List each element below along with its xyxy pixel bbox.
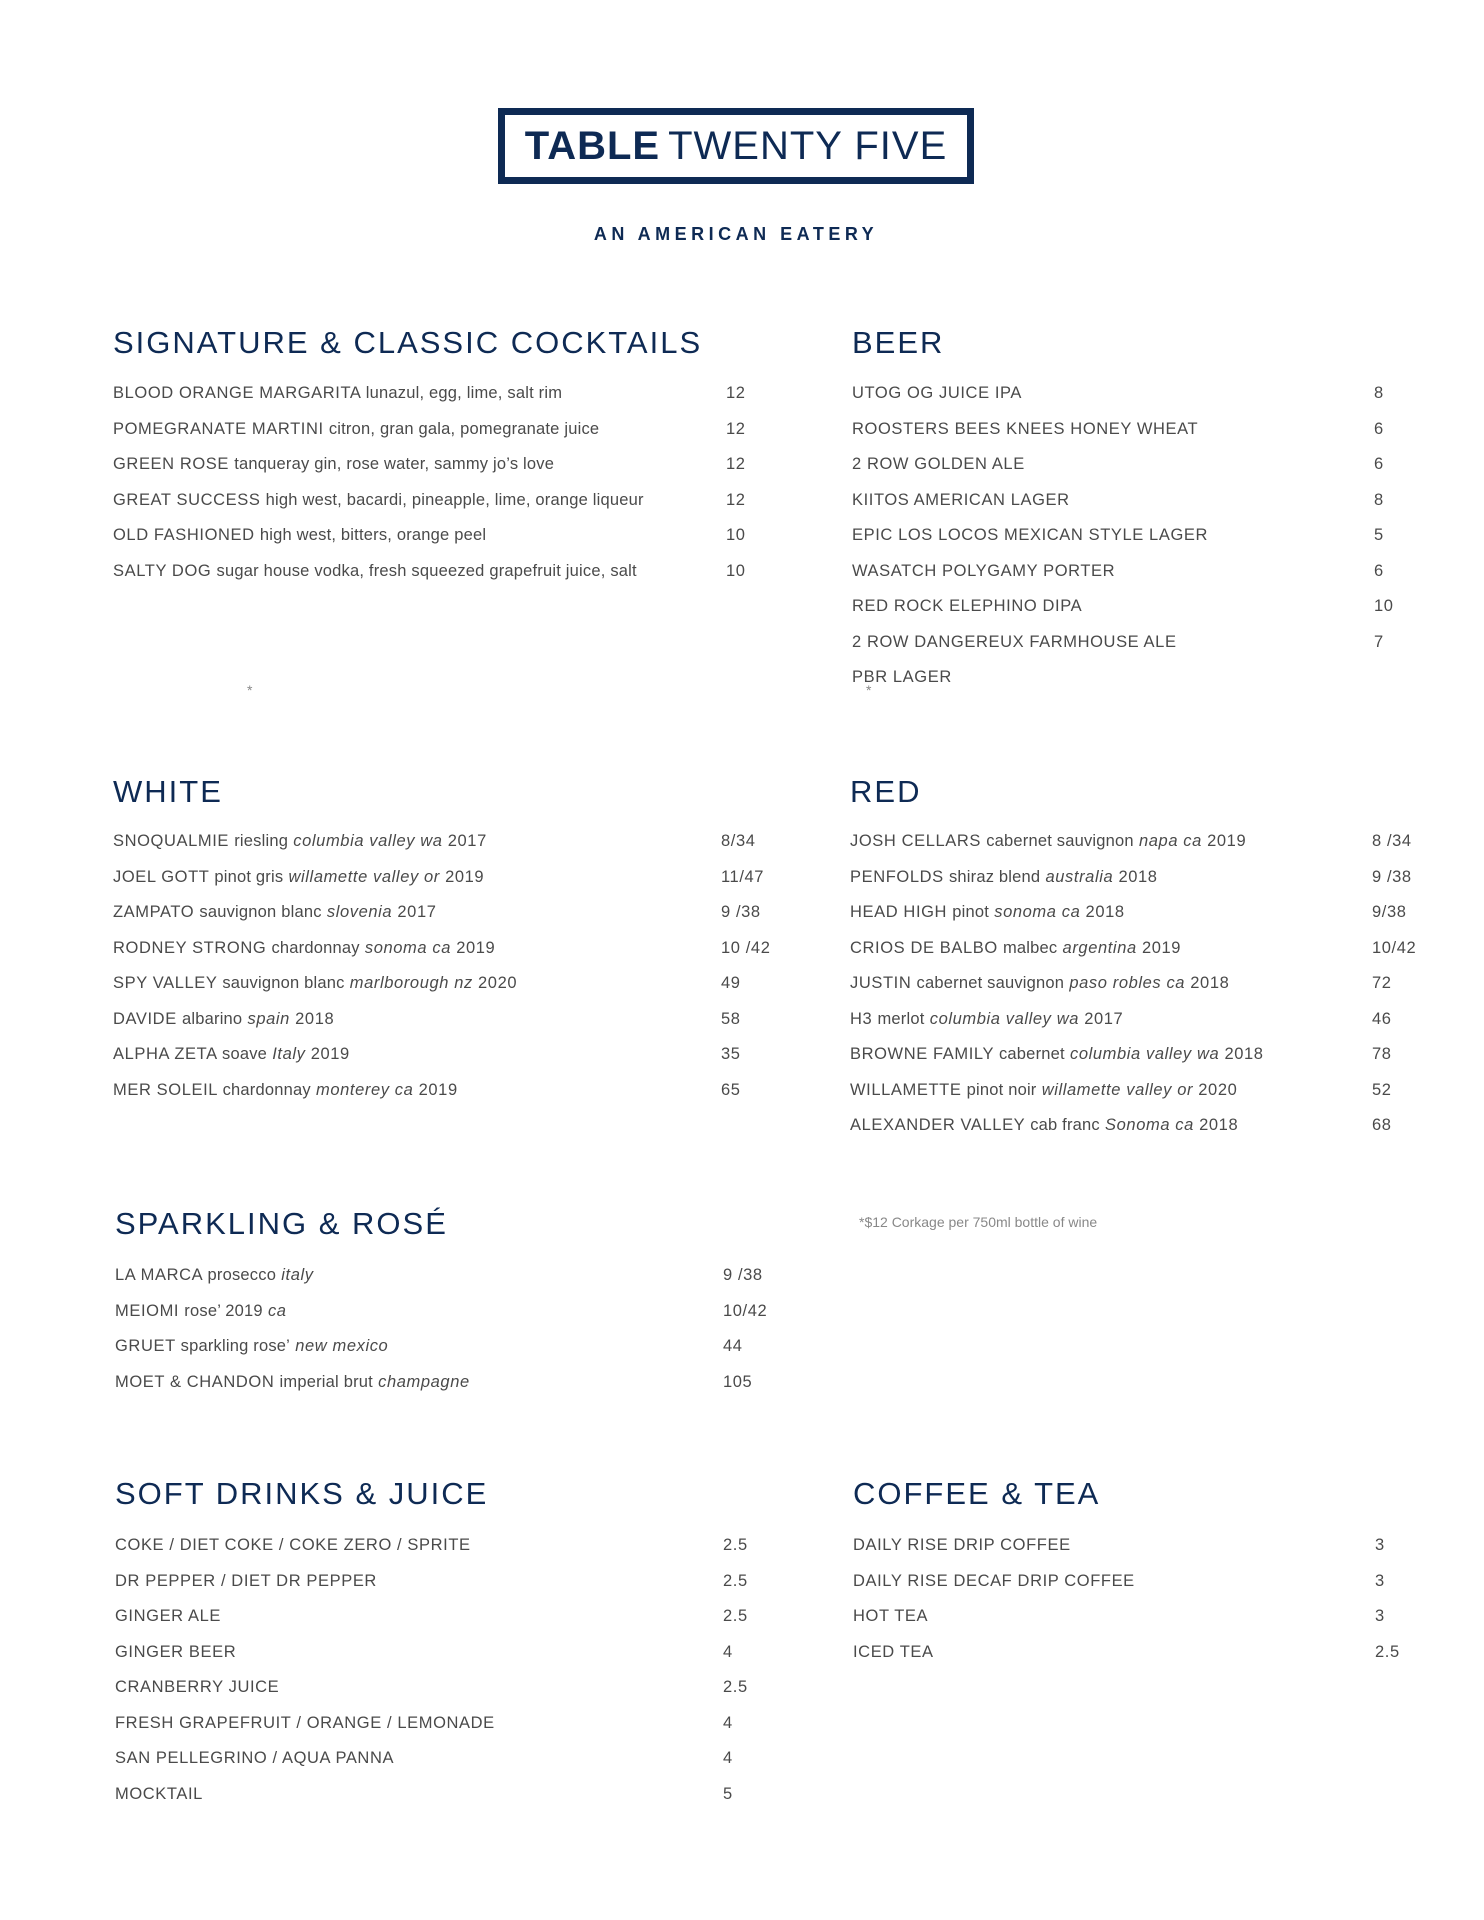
menu-item-text xyxy=(853,1607,928,1626)
item-description: riesling xyxy=(234,832,289,850)
item-region: sonoma ca xyxy=(994,903,1081,921)
section-title: SOFT DRINKS & JUICE xyxy=(115,1476,489,1511)
menu-item-row xyxy=(113,1010,763,1046)
menu-item-text xyxy=(113,491,644,510)
item-description: pinot gris xyxy=(214,867,284,886)
menu-item-text xyxy=(850,974,1229,993)
item-name: ZAMPATO xyxy=(113,903,195,921)
item-description: tanqueray gin, rose water, sammy jo’s love xyxy=(234,455,555,473)
item-name: MER SOLEIL xyxy=(113,1080,218,1099)
item-region: champagne xyxy=(378,1372,470,1391)
item-vintage: 2018 xyxy=(1199,1116,1239,1134)
item-vintage: 2019 xyxy=(310,1045,350,1063)
logo-name-light: TWENTY FIVE xyxy=(668,123,948,168)
item-description: chardonnay xyxy=(271,938,360,957)
item-price: 4 xyxy=(723,1749,733,1767)
menu-item-row xyxy=(852,526,1412,562)
menu-item-text xyxy=(852,526,1208,545)
item-region: napa ca xyxy=(1139,832,1202,850)
menu-item-row xyxy=(115,1572,765,1608)
menu-item-text xyxy=(850,1116,1238,1135)
item-price: 3 xyxy=(1375,1536,1385,1554)
menu-item-text xyxy=(115,1643,236,1662)
menu-item-text xyxy=(850,903,1125,922)
menu-item-text xyxy=(115,1302,287,1321)
menu-item-row xyxy=(850,1045,1450,1081)
logo-box xyxy=(498,108,974,184)
item-price: 52 xyxy=(1372,1080,1392,1099)
item-description: sauvignon blanc xyxy=(199,903,322,921)
item-price: 10/42 xyxy=(1372,938,1417,957)
menu-item-row xyxy=(850,939,1450,975)
tagline: AN AMERICAN EATERY xyxy=(593,224,879,244)
item-name: WASATCH POLYGAMY PORTER xyxy=(852,561,1116,580)
item-vintage: 2018 xyxy=(1085,903,1125,921)
item-price: 58 xyxy=(721,1009,741,1028)
menu-item-row xyxy=(113,1045,763,1081)
menu-item-row xyxy=(113,526,763,562)
menu-item-text xyxy=(113,974,517,993)
item-region: paso robles ca xyxy=(1069,974,1186,992)
menu-item-text xyxy=(113,1081,458,1100)
menu-item-row xyxy=(115,1643,765,1679)
item-name: BROWNE FAMILY xyxy=(850,1045,994,1063)
menu-item-text xyxy=(113,1045,350,1064)
item-region: willamette valley or xyxy=(288,867,440,886)
item-vintage: 2019 xyxy=(1207,832,1247,850)
menu-item-text xyxy=(113,562,637,581)
item-name: MOCKTAIL xyxy=(115,1784,203,1803)
menu-item-text xyxy=(852,420,1198,439)
item-region: sonoma ca xyxy=(364,938,451,957)
item-description: sugar house vodka, fresh squeezed grapefruit juice, salt xyxy=(216,561,637,580)
item-description: prosecco xyxy=(207,1266,277,1284)
menu-item-row xyxy=(853,1643,1413,1679)
item-price: 2.5 xyxy=(723,1536,748,1554)
section-white xyxy=(113,774,771,1099)
item-name: DAILY RISE DRIP COFFEE xyxy=(853,1536,1071,1554)
item-price: 2.5 xyxy=(723,1571,748,1590)
item-description: citron, gran gala, pomegranate juice xyxy=(328,419,600,438)
item-region: argentina xyxy=(1062,938,1137,957)
menu-item-text xyxy=(850,832,1246,851)
item-price: 8/34 xyxy=(721,832,756,850)
item-region: australia xyxy=(1045,867,1114,886)
menu-item-text xyxy=(852,562,1115,581)
item-name: ALPHA ZETA xyxy=(113,1045,217,1063)
menu-item-row xyxy=(852,668,1412,704)
item-list xyxy=(850,832,1450,1152)
item-description: sauvignon blanc xyxy=(222,974,345,992)
menu-item-text xyxy=(852,455,1025,474)
item-price: 4 xyxy=(723,1642,733,1661)
item-list xyxy=(113,384,763,597)
menu-item-row xyxy=(113,903,763,939)
item-region: monterey ca xyxy=(316,1080,414,1099)
menu-item-row xyxy=(852,562,1412,598)
menu-item-row xyxy=(853,1572,1413,1608)
item-price: 9/38 xyxy=(1372,903,1407,921)
item-price: 65 xyxy=(721,1080,741,1099)
item-name: MOET & CHANDON xyxy=(115,1372,275,1391)
item-name: OLD FASHIONED xyxy=(113,526,255,544)
item-description: high west, bacardi, pineapple, lime, orange liqueur xyxy=(265,490,644,509)
item-name: BLOOD ORANGE MARGARITA xyxy=(113,384,361,402)
item-price: 105 xyxy=(723,1372,753,1391)
menu-item-row xyxy=(850,903,1450,939)
item-price: 9 /38 xyxy=(723,1266,763,1284)
item-name: KIITOS AMERICAN LAGER xyxy=(852,490,1070,509)
item-price: 6 xyxy=(1374,419,1384,438)
menu-item-text xyxy=(850,1081,1237,1100)
menu-item-text xyxy=(850,1045,1264,1064)
item-name: RODNEY STRONG xyxy=(113,938,267,957)
menu-item-row xyxy=(113,384,763,420)
item-price: 12 xyxy=(726,455,746,473)
item-description: soave xyxy=(222,1045,268,1063)
item-name: 2 ROW GOLDEN ALE xyxy=(852,455,1025,473)
menu-item-row xyxy=(850,1010,1450,1046)
item-price: 12 xyxy=(726,490,746,509)
menu-item-text xyxy=(113,526,486,545)
item-price: 10 xyxy=(726,526,746,544)
item-name: LA MARCA xyxy=(115,1266,203,1284)
item-price: 3 xyxy=(1375,1571,1385,1590)
item-description: cabernet sauvignon xyxy=(916,974,1065,992)
section-title: RED xyxy=(850,774,922,809)
logo-name-bold: TABLE xyxy=(524,123,661,168)
menu-item-text xyxy=(115,1337,388,1356)
item-description: high west, bitters, orange peel xyxy=(259,526,487,544)
item-description: merlot xyxy=(877,1009,925,1028)
menu-item-row xyxy=(113,938,771,975)
item-name: SALTY DOG xyxy=(113,561,212,580)
section-sparkling xyxy=(115,1206,768,1391)
menu-item-text xyxy=(852,597,1082,616)
corkage-note: *$12 Corkage per 750ml bottle of wine xyxy=(859,1214,1098,1230)
item-price: 35 xyxy=(721,1045,741,1063)
item-vintage: 2017 xyxy=(447,832,487,850)
item-description: cabernet xyxy=(998,1045,1065,1063)
item-name: HEAD HIGH xyxy=(850,903,948,921)
section-title: SPARKLING & ROSÉ xyxy=(115,1206,448,1241)
menu-item-row xyxy=(852,384,1412,420)
marker: * xyxy=(866,682,872,698)
item-description: cab franc xyxy=(1030,1116,1100,1134)
item-list xyxy=(115,1536,765,1820)
menu-item-row xyxy=(115,1337,765,1373)
item-vintage: 2019 xyxy=(1141,938,1182,957)
item-name: RED ROCK ELEPHINO DIPA xyxy=(852,597,1083,615)
menu-item-text xyxy=(850,868,1158,887)
item-name: SNOQUALMIE xyxy=(113,832,230,850)
item-name: CRANBERRY JUICE xyxy=(115,1678,280,1696)
menu-item-text xyxy=(115,1373,470,1392)
item-name: ALEXANDER VALLEY xyxy=(850,1116,1025,1134)
item-price: 2.5 xyxy=(723,1678,748,1696)
menu-item-row xyxy=(853,1607,1413,1643)
menu-item-row xyxy=(115,1607,765,1643)
item-price: 12 xyxy=(726,384,746,402)
item-name: POMEGRANATE MARTINI xyxy=(113,419,324,438)
item-description: cabernet sauvignon xyxy=(986,832,1134,850)
menu-item-row xyxy=(852,597,1412,633)
item-name: FRESH GRAPEFRUIT / ORANGE / LEMONADE xyxy=(115,1713,495,1732)
logo xyxy=(488,106,984,254)
item-list xyxy=(853,1536,1413,1678)
item-price: 46 xyxy=(1372,1009,1392,1028)
menu-item-row xyxy=(115,1536,765,1572)
menu-item-text xyxy=(850,939,1181,958)
menu-item-row xyxy=(852,455,1412,491)
item-name: GINGER BEER xyxy=(115,1642,237,1661)
section-coffee-tea xyxy=(853,1476,1400,1661)
section-beer xyxy=(852,325,1394,686)
menu-item-text xyxy=(113,455,554,474)
menu-item-text xyxy=(115,1266,314,1285)
item-name: SAN PELLEGRINO / AQUA PANNA xyxy=(115,1749,395,1767)
item-name: JOEL GOTT xyxy=(113,867,210,886)
item-name: COKE / DIET COKE / COKE ZERO / SPRITE xyxy=(115,1536,471,1554)
item-description: rose’ 2019 xyxy=(184,1301,263,1320)
item-vintage: 2019 xyxy=(418,1080,458,1099)
menu-item-row xyxy=(115,1749,765,1785)
item-price: 6 xyxy=(1374,455,1384,473)
menu-item-row xyxy=(115,1373,765,1409)
item-name: MEIOMI xyxy=(115,1301,180,1320)
menu-item-row xyxy=(852,491,1412,527)
marker: * xyxy=(247,682,253,698)
item-name: DAILY RISE DECAF DRIP COFFEE xyxy=(853,1571,1135,1590)
item-price: 9 /38 xyxy=(1372,867,1412,886)
item-name: JUSTIN xyxy=(850,974,912,992)
item-name: GRUET xyxy=(115,1337,176,1355)
item-name: JOSH CELLARS xyxy=(850,832,981,850)
menu-item-text xyxy=(113,1010,334,1029)
item-region: new mexico xyxy=(295,1337,389,1355)
item-name: DAVIDE xyxy=(113,1009,177,1028)
item-name: WILLAMETTE xyxy=(850,1080,962,1099)
menu-item-row xyxy=(113,832,763,868)
item-vintage: 2020 xyxy=(1198,1080,1238,1099)
item-price: 2.5 xyxy=(1375,1642,1400,1661)
menu-item-row xyxy=(850,1116,1450,1152)
item-vintage: 2019 xyxy=(456,938,496,957)
item-price: 44 xyxy=(723,1337,743,1355)
item-price: 68 xyxy=(1372,1116,1392,1134)
item-name: 2 ROW DANGEREUX FARMHOUSE ALE xyxy=(852,632,1177,651)
item-vintage: 2017 xyxy=(397,903,437,921)
item-price: 3 xyxy=(1375,1607,1385,1625)
menu-item-row xyxy=(852,633,1412,669)
item-price: 2.5 xyxy=(723,1607,748,1625)
item-region: italy xyxy=(281,1266,314,1284)
item-price: 10/42 xyxy=(723,1301,768,1320)
item-description: albarino xyxy=(182,1009,243,1028)
menu-item-row xyxy=(113,420,763,456)
menu-item-text xyxy=(852,384,1022,403)
menu-item-text xyxy=(853,1643,934,1662)
item-vintage: 2020 xyxy=(478,974,518,992)
item-name: ICED TEA xyxy=(853,1642,934,1661)
menu-item-text xyxy=(852,633,1177,652)
menu-item-row xyxy=(115,1266,765,1302)
menu-item-text xyxy=(113,420,599,439)
item-name: EPIC LOS LOCOS MEXICAN STYLE LAGER xyxy=(852,526,1208,544)
menu-item-text xyxy=(852,491,1070,510)
item-price: 11/47 xyxy=(721,867,765,886)
item-vintage: 2018 xyxy=(1224,1045,1264,1063)
menu-item-text xyxy=(113,903,437,922)
item-price: 78 xyxy=(1372,1045,1392,1063)
item-vintage: 2019 xyxy=(445,867,485,886)
item-region: Sonoma ca xyxy=(1105,1116,1194,1134)
section-title: BEER xyxy=(852,325,945,360)
menu-item-row xyxy=(850,1081,1450,1117)
item-price: 7 xyxy=(1374,632,1384,651)
item-price: 10 /42 xyxy=(721,938,771,957)
menu-item-row xyxy=(115,1301,768,1338)
item-name: PENFOLDS xyxy=(850,867,944,886)
item-name: GREEN ROSE xyxy=(113,455,230,473)
menu-item-row xyxy=(113,974,763,1010)
item-name: UTOG OG JUICE IPA xyxy=(852,384,1023,402)
menu-item-text xyxy=(113,832,487,851)
menu-item-row xyxy=(113,455,763,491)
menu-item-row xyxy=(115,1714,765,1750)
item-description: malbec xyxy=(1002,938,1058,957)
section-red xyxy=(850,774,1417,1134)
section-soft-drinks xyxy=(115,1476,748,1803)
menu-item-text xyxy=(115,1536,471,1555)
item-name: CRIOS DE BALBO xyxy=(850,938,998,957)
item-vintage: 2018 xyxy=(1118,867,1158,886)
menu-item-text xyxy=(853,1572,1135,1591)
item-region: columbia valley wa xyxy=(1069,1045,1220,1063)
item-region: columbia valley wa xyxy=(293,832,443,850)
item-region: slovenia xyxy=(326,903,393,921)
menu-item-row xyxy=(850,868,1450,904)
section-cocktails xyxy=(113,325,746,580)
item-vintage: 2018 xyxy=(295,1009,335,1028)
section-title: COFFEE & TEA xyxy=(853,1476,1101,1511)
menu-item-text xyxy=(113,939,495,958)
item-region: spain xyxy=(247,1009,290,1028)
menu-item-row xyxy=(113,562,763,598)
menu-item-text xyxy=(850,1010,1123,1029)
menu-item-text xyxy=(115,1607,221,1626)
menu-item-text xyxy=(113,868,484,887)
item-list xyxy=(852,384,1412,704)
item-price: 12 xyxy=(726,419,746,438)
menu-item-row xyxy=(853,1536,1413,1572)
item-price: 72 xyxy=(1372,974,1392,992)
menu-item-row xyxy=(852,420,1412,456)
menu-item-row xyxy=(115,1678,765,1714)
item-name: GINGER ALE xyxy=(115,1607,221,1625)
menu-item-row xyxy=(850,832,1450,868)
item-name: HOT TEA xyxy=(853,1607,929,1625)
section-title: SIGNATURE & CLASSIC COCKTAILS xyxy=(113,325,703,360)
item-price: 8 /34 xyxy=(1372,832,1412,850)
item-vintage: 2017 xyxy=(1084,1009,1124,1028)
item-region: columbia valley wa xyxy=(929,1009,1079,1028)
item-description: chardonnay xyxy=(222,1080,311,1099)
menu-item-text xyxy=(853,1536,1071,1555)
item-description: pinot xyxy=(952,903,990,921)
menu-item-text xyxy=(115,1714,495,1733)
item-price: 49 xyxy=(721,974,741,992)
item-price: 5 xyxy=(723,1784,733,1803)
item-price: 4 xyxy=(723,1713,733,1732)
item-description: imperial brut xyxy=(279,1372,373,1391)
item-price: 10 xyxy=(1374,597,1394,615)
item-region: marlborough nz xyxy=(349,974,473,992)
section-title: WHITE xyxy=(113,774,223,809)
menu-item-text xyxy=(115,1785,203,1804)
item-name: H3 xyxy=(850,1009,873,1028)
menu-item-text xyxy=(115,1572,377,1591)
item-name: DR PEPPER / DIET DR PEPPER xyxy=(115,1571,377,1590)
item-price: 9 /38 xyxy=(721,903,761,921)
menu-item-text xyxy=(115,1749,394,1768)
menu-item-row xyxy=(113,491,763,527)
item-name: SPY VALLEY xyxy=(113,974,218,992)
menu-item-text xyxy=(113,384,562,403)
item-price: 8 xyxy=(1374,490,1384,509)
menu-item-row xyxy=(115,1785,765,1821)
item-name: PBR LAGER xyxy=(852,668,952,686)
item-description: lunazul, egg, lime, salt rim xyxy=(365,384,563,402)
item-price: 8 xyxy=(1374,384,1384,402)
item-name: ROOSTERS BEES KNEES HONEY WHEAT xyxy=(852,419,1199,438)
menu-item-text xyxy=(115,1678,279,1697)
item-region: willamette valley or xyxy=(1041,1080,1194,1099)
item-region: ca xyxy=(267,1301,287,1320)
item-price: 5 xyxy=(1374,526,1384,544)
item-description: shiraz blend xyxy=(948,867,1041,886)
item-description: pinot noir xyxy=(966,1080,1037,1099)
item-region: Italy xyxy=(272,1045,306,1063)
menu-item-row xyxy=(113,868,763,904)
item-list xyxy=(113,832,771,1116)
item-name: GREAT SUCCESS xyxy=(113,490,261,509)
item-price: 6 xyxy=(1374,561,1384,580)
item-price: 10 xyxy=(726,561,746,580)
menu-item-row xyxy=(113,1081,763,1117)
item-description: sparkling rose’ xyxy=(180,1337,291,1355)
item-list xyxy=(115,1266,768,1408)
menu-item-row xyxy=(850,974,1450,1010)
item-vintage: 2018 xyxy=(1190,974,1230,992)
